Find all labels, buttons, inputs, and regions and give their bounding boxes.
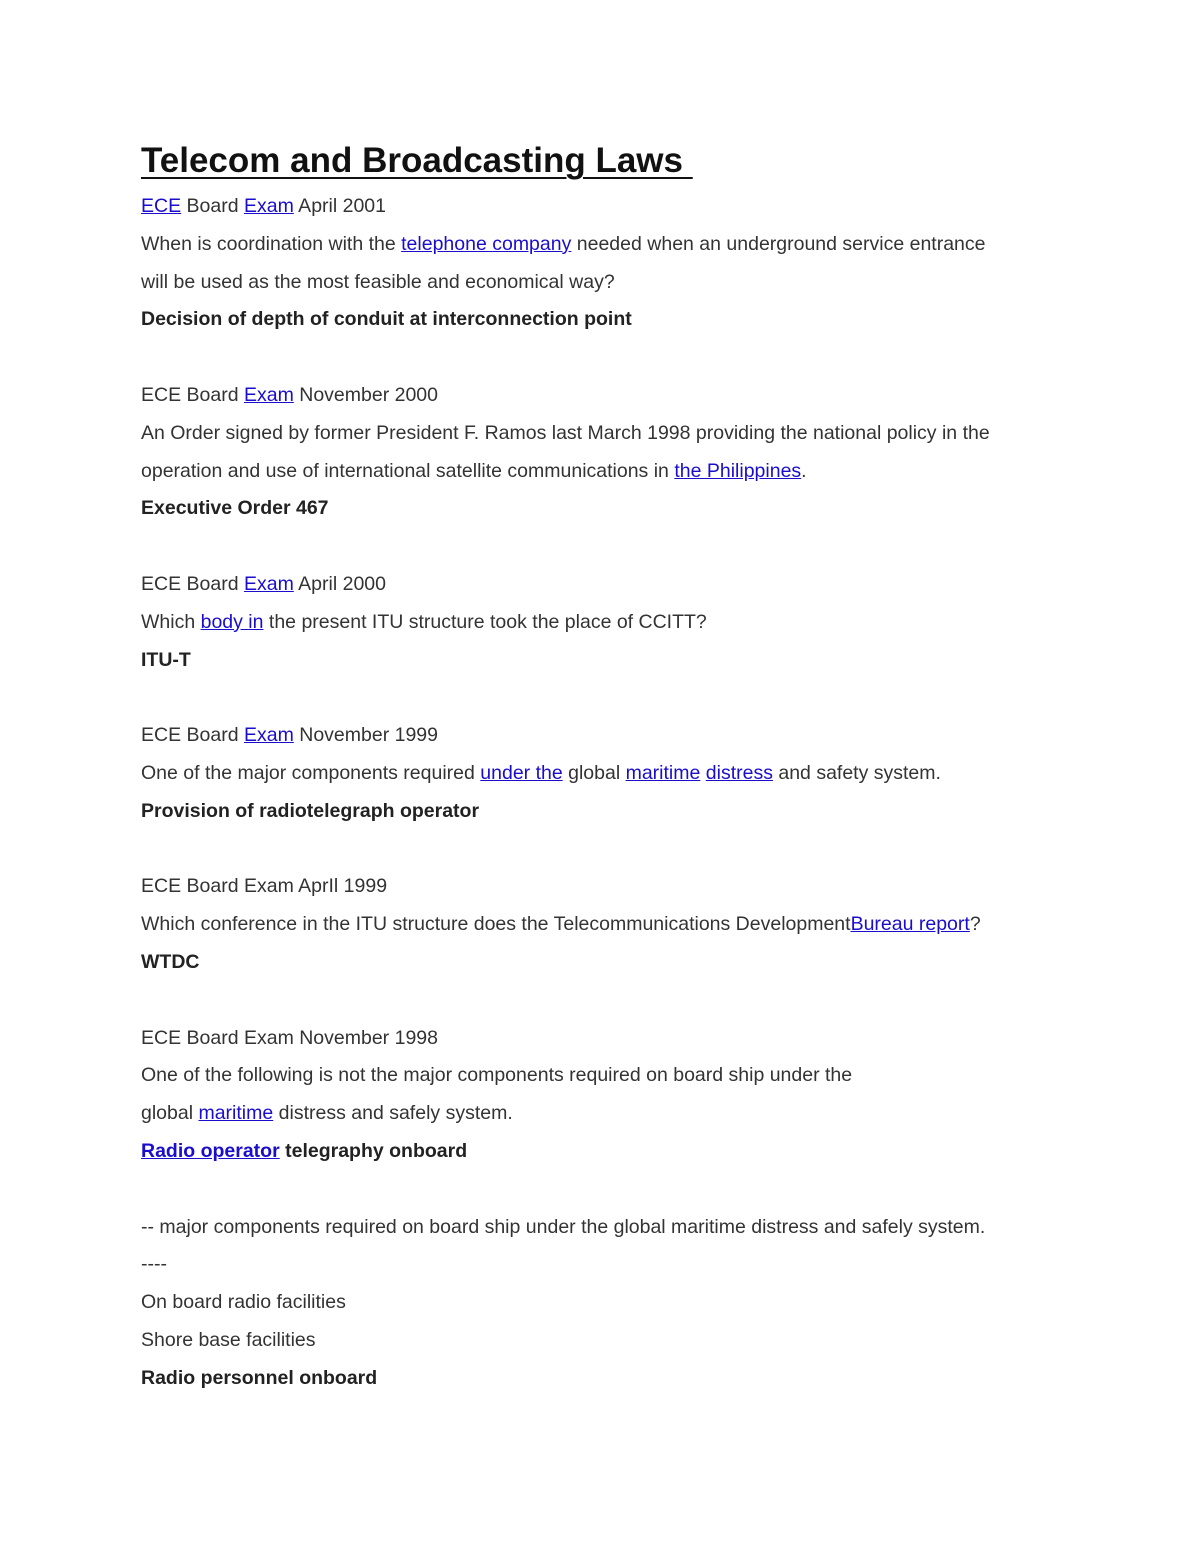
text-segment: Decision of depth of conduit at interconnection point [141, 308, 632, 331]
text-segment: WTDC [141, 950, 200, 973]
answer-line [141, 301, 1061, 339]
text-segment: the present ITU structure took the place of CCITT? [263, 610, 707, 633]
text-line [141, 415, 1061, 453]
blank-line [141, 1171, 1061, 1209]
text-segment: An Order signed by former President F. Ramos last March 1998 providing the national policy in the [141, 421, 990, 444]
inline-link[interactable]: Exam [243, 572, 294, 595]
text-segment: ITU-T [141, 648, 191, 671]
inline-link[interactable]: telephone company [401, 232, 572, 255]
text-segment: Provision of radiotelegraph operator [141, 799, 480, 822]
answer-line [141, 1133, 1061, 1171]
text-segment: operation and use of international satellite communications in [141, 459, 675, 482]
text-line [141, 566, 1061, 604]
text-line [141, 1209, 1061, 1247]
text-line [141, 1057, 1061, 1095]
text-line [141, 264, 1061, 302]
text-segment: Shore base facilities [141, 1328, 316, 1351]
answer-line [141, 642, 1061, 680]
text-segment: distress and safely system. [273, 1102, 513, 1125]
text-segment: ECE Board [141, 724, 244, 747]
text-segment: -- major components required on board ship under the global maritime distress and safely system. [141, 1215, 986, 1238]
text-segment: will be used as the most feasible and economical way? [141, 270, 615, 293]
text-segment: When is coordination with the [141, 232, 402, 255]
blank-line [141, 831, 1061, 869]
answer-line [141, 1360, 1061, 1398]
text-line [141, 1246, 1061, 1284]
answer-line [141, 944, 1061, 982]
document-body [141, 188, 1061, 1398]
text-segment: November 2000 [293, 383, 438, 406]
document-title: Telecom and Broadcasting Laws [141, 141, 693, 180]
text-line [141, 717, 1061, 755]
inline-link[interactable]: under the [480, 761, 563, 784]
text-segment: ECE Board [141, 572, 244, 595]
text-line [141, 377, 1061, 415]
inline-link[interactable]: maritime [625, 761, 701, 784]
text-segment: On board radio facilities [141, 1291, 346, 1314]
answer-line [141, 793, 1061, 831]
inline-link[interactable]: maritime [198, 1102, 274, 1125]
blank-line [141, 339, 1061, 377]
text-segment: November 1999 [293, 724, 438, 747]
text-segment: Which [141, 610, 201, 633]
inline-link[interactable]: Exam [243, 383, 294, 406]
text-segment: One of the major components required [141, 761, 481, 784]
text-segment: April 2000 [293, 572, 386, 595]
text-segment: global [562, 761, 626, 784]
text-line [141, 906, 1061, 944]
text-segment: One of the following is not the major components required on board ship under the [141, 1064, 853, 1087]
answer-line [141, 490, 1061, 528]
inline-link[interactable]: distress [705, 761, 773, 784]
text-segment: Board [181, 195, 244, 217]
blank-line [141, 528, 1061, 566]
text-segment: . [801, 459, 807, 482]
text-line [141, 1322, 1061, 1360]
document-page [141, 140, 1061, 1398]
text-line [141, 226, 1061, 264]
text-segment: Executive Order 467 [141, 497, 329, 520]
inline-link[interactable]: body in [200, 610, 264, 633]
text-segment: ? [969, 913, 981, 936]
text-segment: telegraphy onboard [279, 1139, 468, 1162]
text-segment: Radio personnel onboard [141, 1366, 378, 1389]
text-line [141, 755, 1061, 793]
inline-link[interactable]: the Philippines [674, 459, 802, 482]
text-segment: ECE Board [141, 383, 244, 406]
text-segment: ECE Board Exam November 1998 [141, 1026, 438, 1049]
inline-link[interactable]: ECE [141, 195, 182, 217]
text-segment: April 2001 [293, 195, 386, 217]
blank-line [141, 982, 1061, 1020]
text-segment: ECE Board Exam AprIl 1999 [141, 875, 388, 898]
text-segment: Which conference in the ITU structure does the Telecommunications Development [141, 913, 851, 936]
inline-link[interactable]: Exam [243, 724, 294, 747]
text-line [141, 868, 1061, 906]
text-line [141, 453, 1061, 491]
text-segment: global [141, 1102, 199, 1125]
text-segment: and safety system. [772, 761, 941, 784]
text-segment: needed when an underground service entrance [571, 232, 986, 255]
blank-line [141, 679, 1061, 717]
text-line [141, 188, 1061, 226]
inline-link[interactable]: Radio operator [141, 1139, 280, 1162]
text-line [141, 1284, 1061, 1322]
text-line [141, 1020, 1061, 1058]
text-line [141, 1095, 1061, 1133]
inline-link[interactable]: Exam [243, 195, 294, 217]
text-segment: ---- [141, 1253, 167, 1276]
text-line [141, 604, 1061, 642]
inline-link[interactable]: Bureau report [850, 913, 970, 936]
